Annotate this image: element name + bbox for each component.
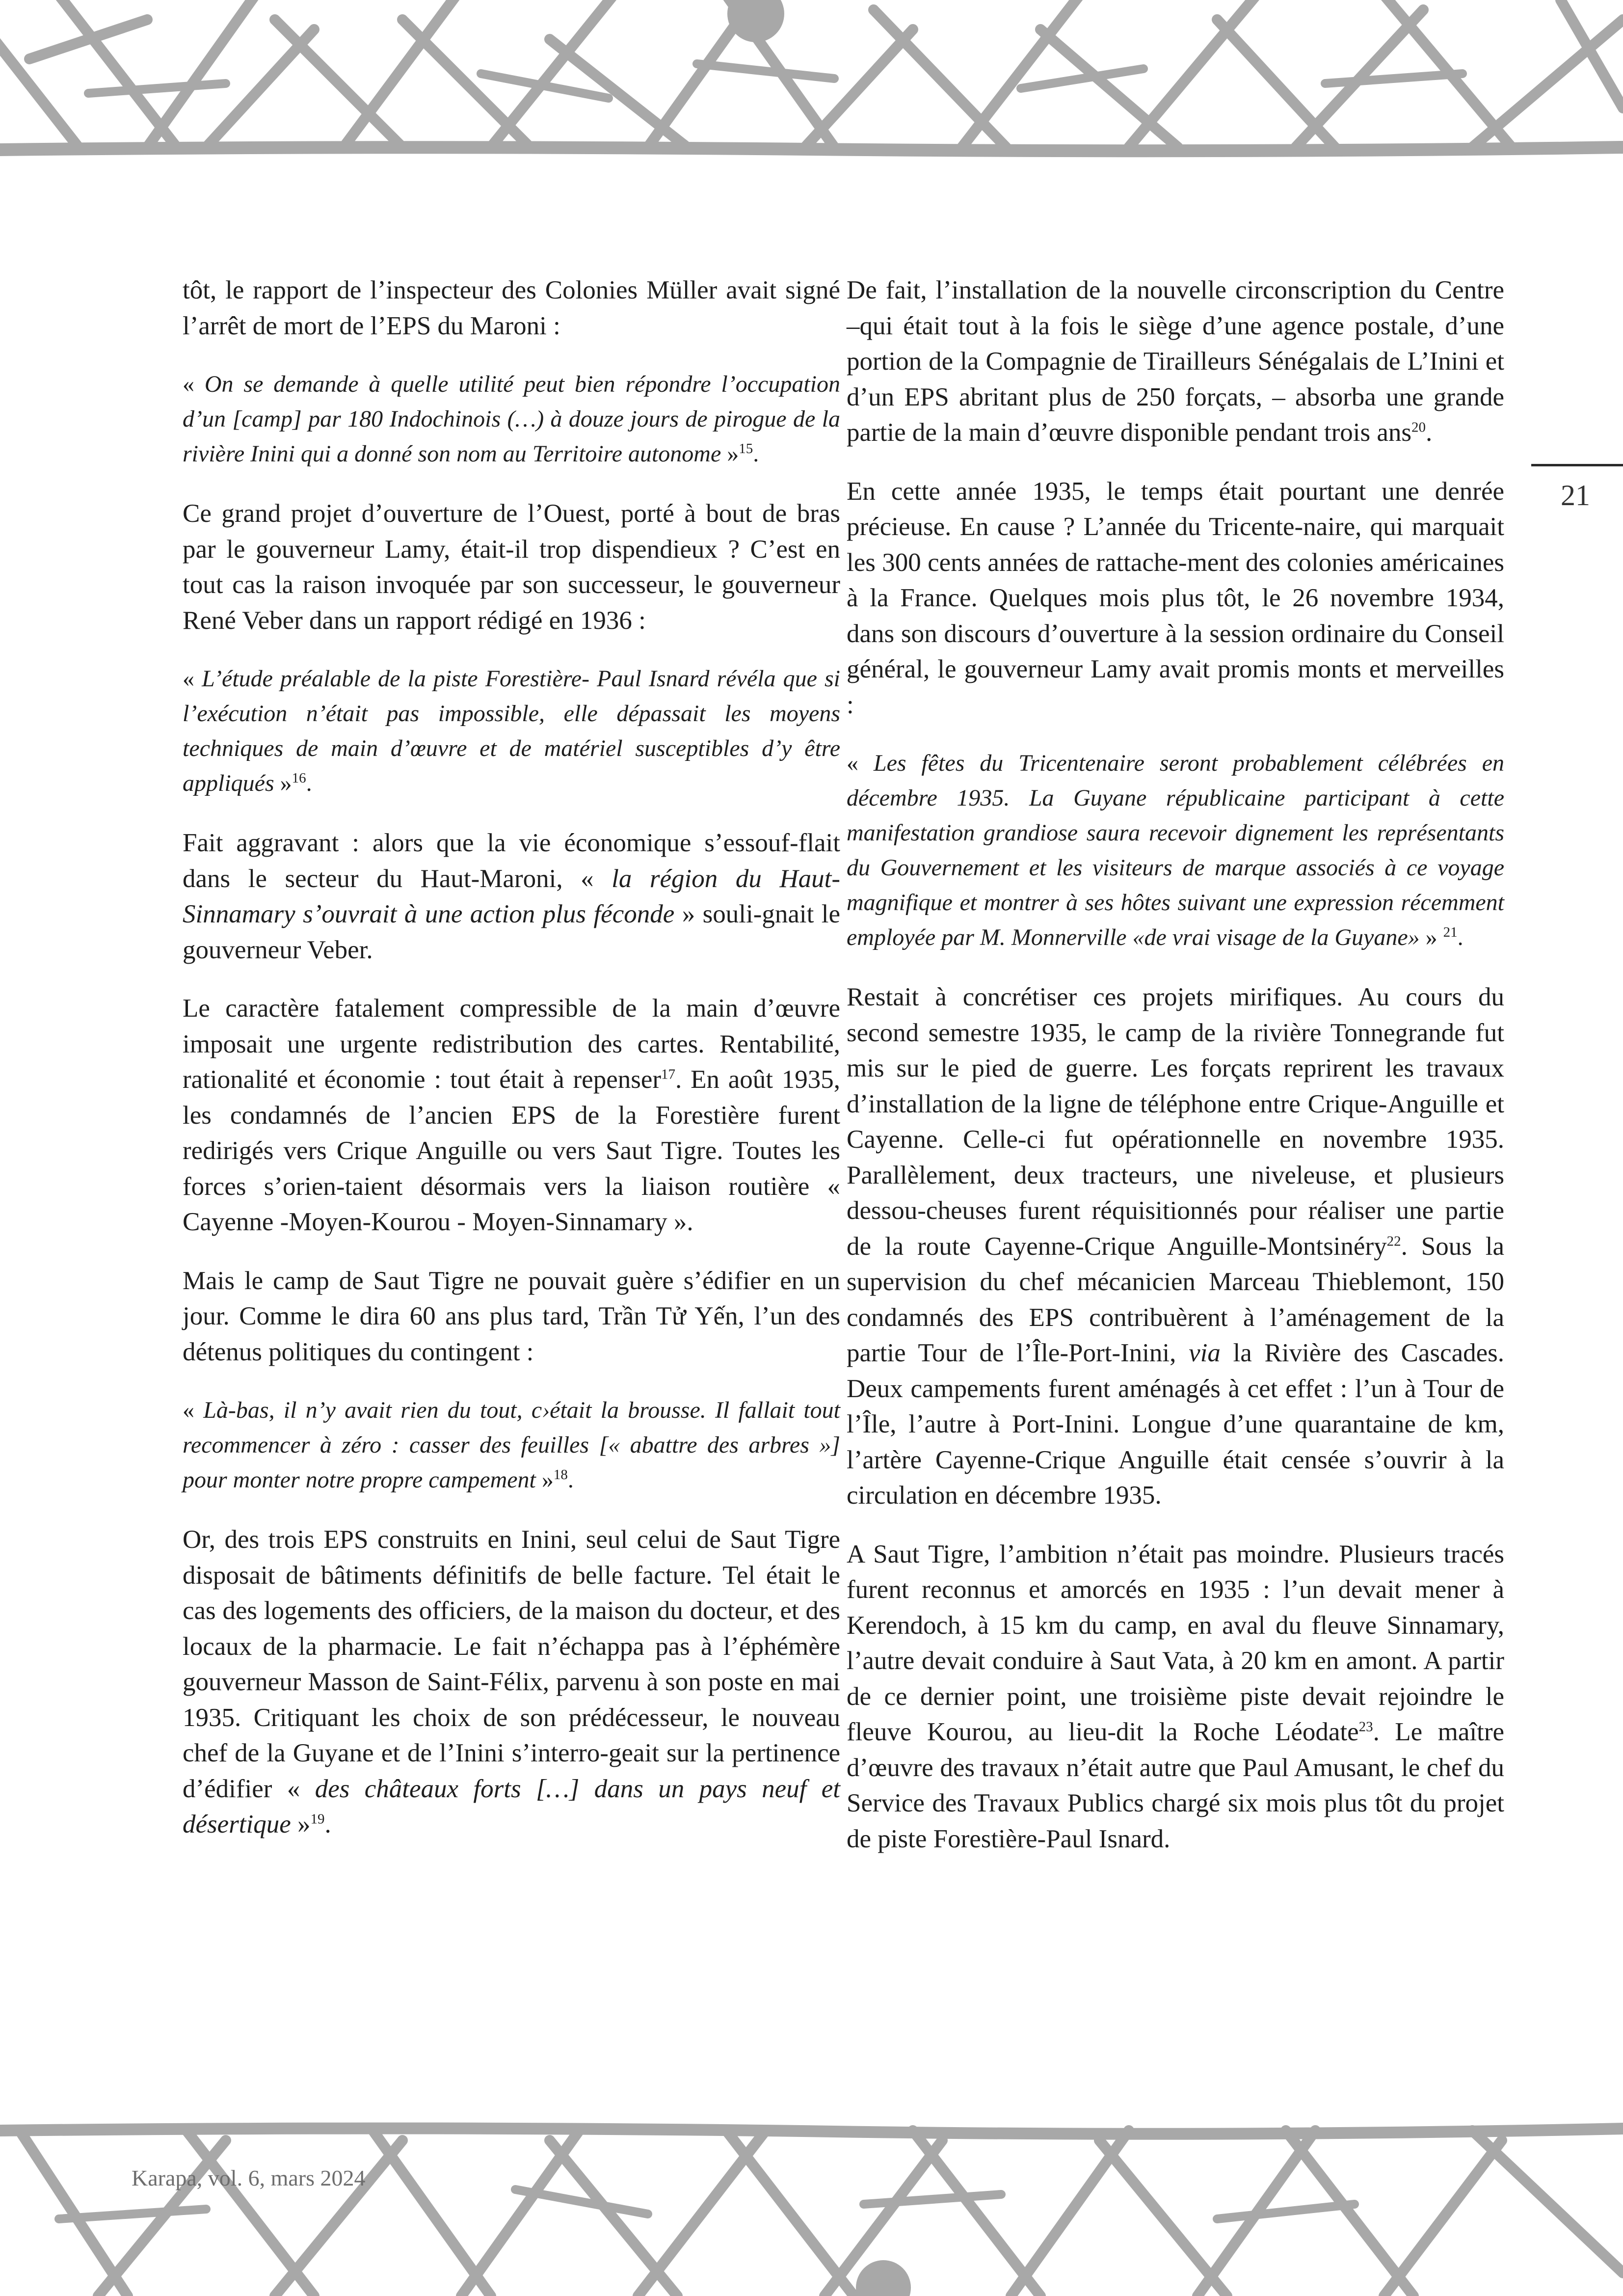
text-run: Mais le camp de Saut Tigre ne pouvait guère s’édifier en un jour. Comme le dira 60 ans plus tard, Trần Tử Yến, l’un des détenus politiques du contingent : [183,1266,840,1366]
text-run: A Saut Tigre, l’ambition n’était pas moindre. Plusieurs tracés furent reconnus et amorcés en 1935 : l’un devait mener à Kerendoch, à 15 km du camp, en aval du fleuve Sinnamary, l’autre devait conduire à Saut Vata, à 20 km en amont. A partir de ce dernier point, une troisième piste devait rejoindre le fleuve Kourou, au lieu-dit la Roche Léodate [847,1540,1504,1746]
footnote-ref: 20 [1411,419,1426,435]
text-run: . [753,441,759,467]
text-run: « [183,371,205,397]
text-run: via [1189,1339,1221,1367]
footnote-ref: 23 [1358,1719,1373,1735]
text-run: On se demande à quelle utilité peut bien répondre l’occupation d’un [camp] par 180 Indochinois (…) à douze jours de pirogue de la rivière Inini qui a donné son nom au Territoire autonome [183,371,840,467]
text-run: Là-bas, il n’y avait rien du tout, c›était la brousse. Il fallait tout recommencer à zéro : casser des feuilles [« abattre des arbres »] pour monter notre propre campement [183,1397,841,1493]
footnote-ref: 19 [310,1811,325,1827]
text-run: » [721,441,739,467]
text-run: » [535,1467,554,1493]
text-run: . [1457,924,1463,950]
footnote-ref: 17 [661,1066,676,1082]
text-run: « [847,750,874,776]
footnote-ref: 16 [292,770,306,786]
text-run: . [324,1810,331,1838]
text-run: » [291,1810,311,1838]
text-run: Fait aggravant : alors que la vie économique s’essouf-flait dans le secteur du Haut-Maroni, « [183,829,840,893]
paragraph [183,272,840,344]
text-run: la région du Haut-Sinnamary s’ouvrait à une action plus féconde [183,864,840,928]
left-column [183,272,840,1865]
text-run: Les fêtes du Tricentenaire seront probablement célébrées en décembre 1935. La Guyane républicaine participant à cette manifestation grandiose saura recevoir dignement les représentants du Gouvernement et les visiteurs de marque associés à ce voyage magnifique et montrer à ses hôtes suivant une expression récemment employée par M. Monnerville «de vrai visage de la Guyane» [847,750,1505,950]
text-run: En cette année 1935, le temps était pourtant une denrée précieuse. En cause ? L’année du Tricente-naire, qui marquait les 300 cents années de rattache-ment des colonies américaines à la France. Quelques mois plus tôt, le 26 novembre 1934, dans son discours d’ouverture à la session ordinaire du Conseil général, le gouverneur Lamy avait promis monts et merveilles : [847,477,1504,719]
footnote-ref: 15 [739,441,753,457]
block-quote [183,367,840,471]
text-run: . Sous la supervision du chef mécanicien Marceau Thieblemont, 150 condamnés des EPS contribuèrent à l’aménagement de la partie Tour de l’Île-Port-Inini, [847,1232,1504,1367]
text-run: la Rivière des Cascades. Deux campements furent aménagés à cet effet : l’un à Tour de l’Île, l’autre à Port-Inini. Longue d’une quarantaine de km, l’artère Cayenne-Crique Anguille était censée s’ouvrir à la circulation en décembre 1935. [847,1339,1504,1510]
footer-citation: Karapa, vol. 6, mars 2024 [132,2165,366,2190]
paragraph [847,272,1504,451]
text-run: » [274,770,292,796]
text-run: De fait, l’installation de la nouvelle circonscription du Centre –qui était tout à la fois le siège d’une agence postale, d’une portion de la Compagnie de Tirailleurs Sénégalais de L’Inini et d’un EPS abritant plus de 250 forçats, – absorba une grande partie de la main d’œuvre disponible pendant trois ans [847,276,1504,447]
text-run: Or, des trois EPS construits en Inini, seul celui de Saut Tigre disposait de bâtiments définitifs de belle facture. Tel était le cas des logements des officiers, de la maison du docteur, et des locaux de la pharmacie. Le fait n’échappa pas à l’éphémère gouverneur Masson de Saint-Félix, parvenu à son poste en mai 1935. Critiquant les choix de son prédécesseur, le nouveau chef de la Guyane et de l’Inini s’interro-geait sur la pertinence d’édifier « [183,1525,840,1803]
paragraph [847,474,1504,723]
right-column [847,272,1504,1880]
page-number: 21 [1561,479,1590,512]
footnote-ref: 18 [553,1467,568,1483]
paragraph [847,979,1504,1513]
text-run: « [183,1397,204,1423]
footnote-ref: 21 [1443,924,1458,940]
paragraph [183,1263,840,1370]
footnote-ref: 22 [1386,1233,1401,1249]
text-run: des châteaux forts […] dans un pays neuf et désertique [183,1774,840,1838]
block-quote [847,746,1504,955]
block-quote [183,661,840,801]
paragraph [183,1522,840,1842]
paragraph [183,991,840,1240]
text-run: Le caractère fatalement compressible de la main d’œuvre imposait une urgente redistribution des cartes. Rentabilité, rationalité et économie : tout était à repenser [183,994,840,1094]
text-run: . En août 1935, les condamnés de l’ancien EPS de la Forestière furent redirigés vers Crique Anguille ou vers Saut Tigre. Toutes les forces s’orien-taient désormais vers la liaison routière « Cayenne -Moyen-Kourou - Moyen-Sinnamary ». [183,1065,841,1236]
paragraph [183,825,840,968]
block-quote [183,1393,840,1497]
text-run: Ce grand projet d’ouverture de l’Ouest, porté à bout de bras par le gouverneur Lamy, était-il trop dispendieux ? C’est en tout cas la raison invoquée par son successeur, le gouverneur René Veber dans un rapport rédigé en 1936 : [183,499,840,635]
page-number-rule [1531,464,1623,466]
bottom-ornament-band [0,2111,1623,2296]
text-run: tôt, le rapport de l’inspecteur des Colonies Müller avait signé l’arrêt de mort de l’EPS du Maroni : [183,276,840,340]
paragraph [183,496,840,638]
text-run: . [306,770,312,796]
text-run: « [183,666,202,692]
text-run: . Le maître d’œuvre des travaux n’était autre que Paul Amusant, le chef du Service des Travaux Publics chargé six mois plus tôt du projet de piste Forestière-Paul Isnard. [847,1718,1504,1853]
text-run: » [1419,924,1443,950]
text-run: Restait à concrétiser ces projets mirifiques. Au cours du second semestre 1935, le camp de la rivière Tonnegrande fut mis sur le pied de guerre. Les forçats reprirent les travaux d’installation de la ligne de téléphone entre Crique-Anguille et Cayenne. Celle-ci fut opérationnelle en novembre 1935. Parallèlement, deux tracteurs, une niveleuse, et plusieurs dessou-cheuses furent réquisitionnés pour réaliser une partie de la route Cayenne-Crique Anguille-Montsinéry [847,983,1504,1261]
text-run: . [567,1467,574,1493]
text-run: . [1425,418,1433,447]
text-run: » souli-gnait le gouverneur Veber. [183,900,841,964]
text-run: L’étude préalable de la piste Forestière- Paul Isnard révéla que si l’exécution n’était pas impossible, elle dépassait les moyens techniques de main d’œuvre et de matériel susceptibles d’y être appliqués [183,666,841,796]
top-ornament-band [0,0,1623,162]
paragraph [847,1537,1504,1857]
